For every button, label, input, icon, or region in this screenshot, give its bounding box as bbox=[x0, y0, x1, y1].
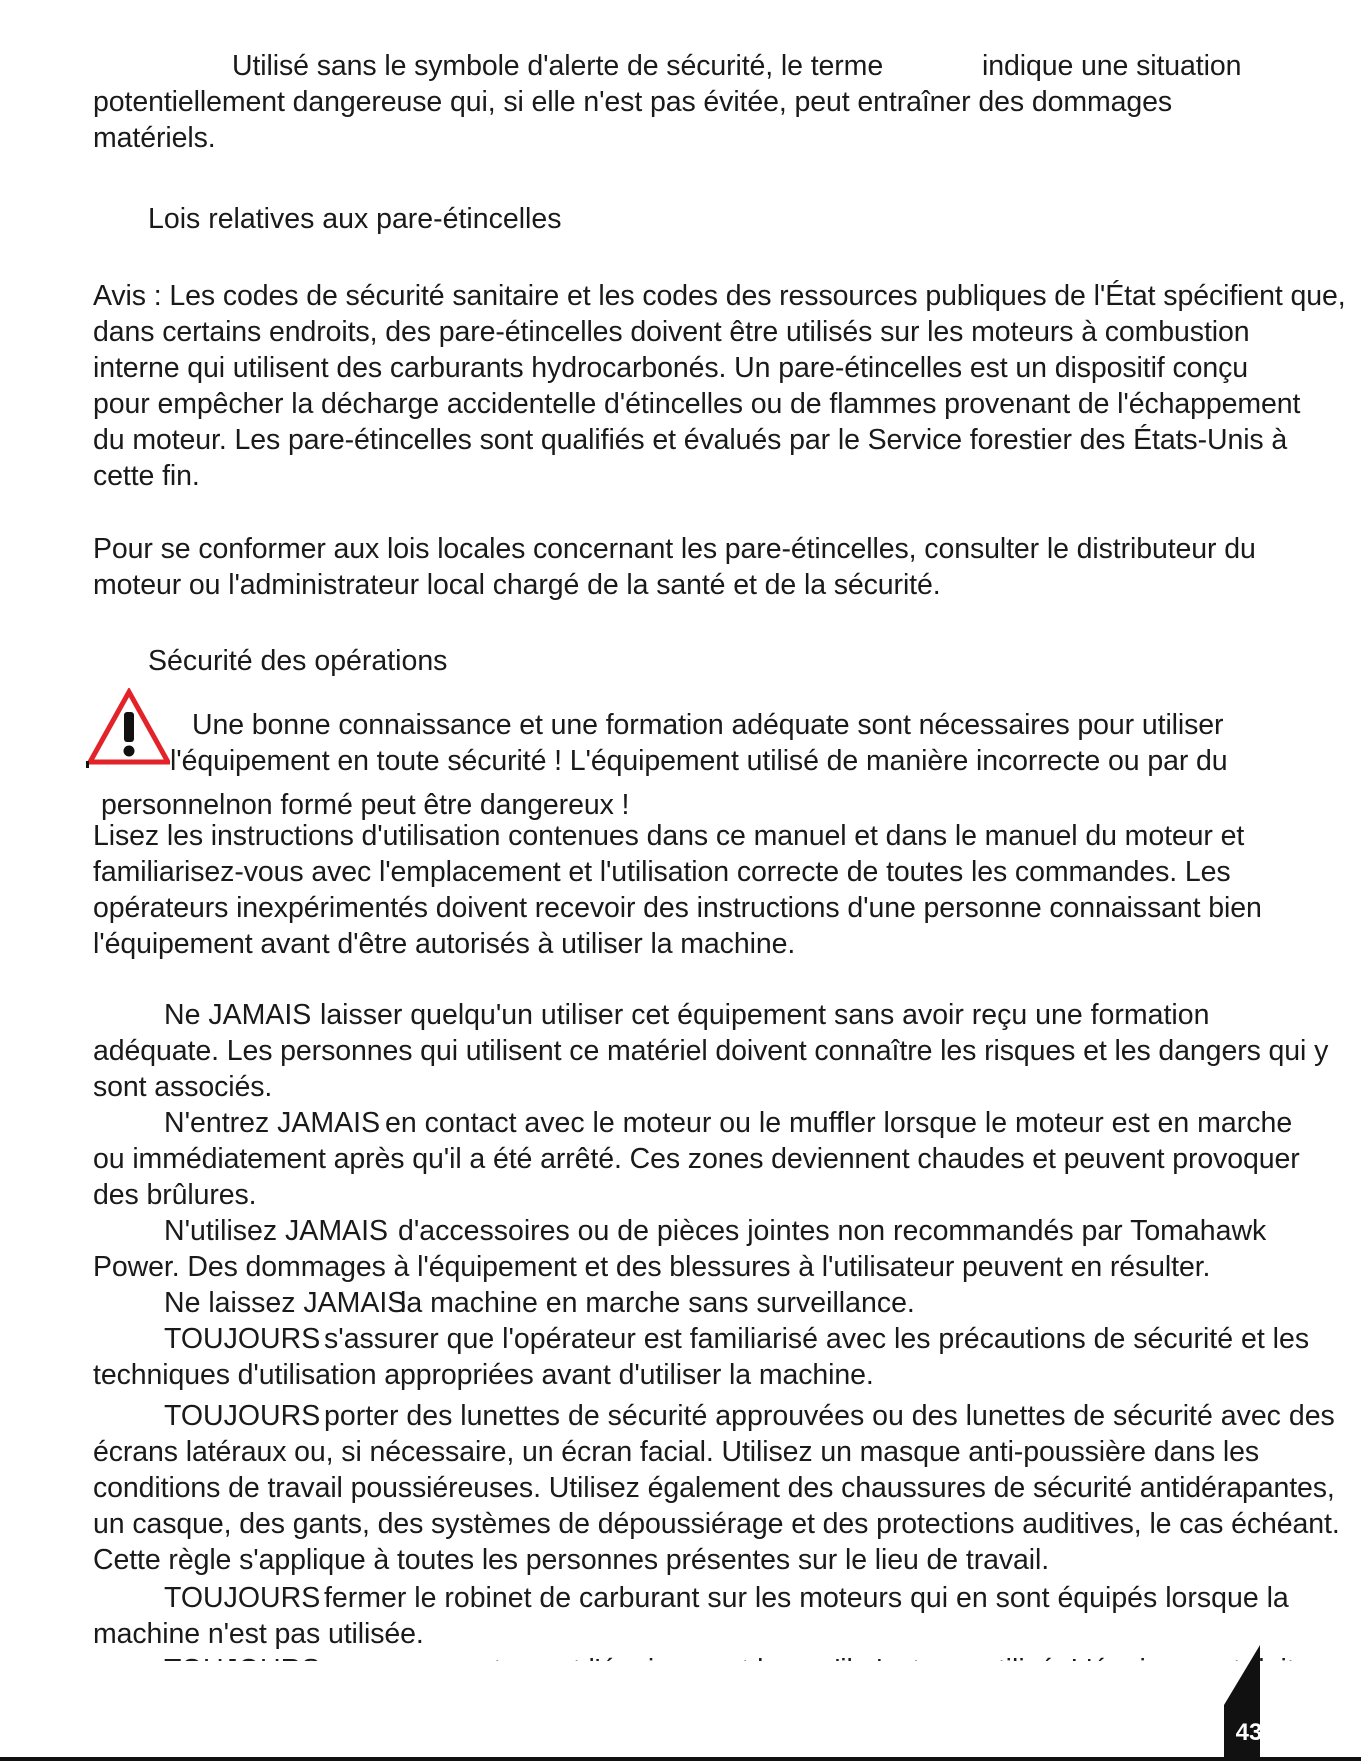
para1-line-4: pour empêcher la décharge accidentelle d'étincelles ou de flammes provenant de l'échappement bbox=[93, 388, 1301, 420]
warning-triangle-icon bbox=[84, 688, 170, 768]
rule-7-lead: TOUJOURS bbox=[164, 1582, 321, 1614]
rule-3-line-2: Power. Des dommages à l'équipement et des blessures à l'utilisateur peuvent en résulter. bbox=[93, 1251, 1211, 1283]
para1-line-2: dans certains endroits, des pare-étincelles doivent être utilisés sur les moteurs à combustion bbox=[93, 316, 1250, 348]
rule-1-lead: Ne JAMAIS bbox=[164, 999, 312, 1031]
rule-1-first: laisser quelqu'un utiliser cet équipement sans avoir reçu une formation bbox=[320, 999, 1210, 1031]
rule-6-lead: TOUJOURS bbox=[164, 1400, 321, 1432]
avis-line-3: matériels. bbox=[93, 122, 216, 154]
rule-6-line-5: Cette règle s'applique à toutes les personnes présentes sur le lieu de travail. bbox=[93, 1544, 1050, 1576]
rule-2-line-3: des brûlures. bbox=[93, 1179, 257, 1211]
rule-2-line-2: ou immédiatement après qu'il a été arrêté. Ces zones deviennent chaudes et peuvent provoquer bbox=[93, 1143, 1300, 1175]
para1-line-3: interne qui utilisent des carburants hydrocarbonés. Un pare-étincelles est un dispositif conçu bbox=[93, 352, 1248, 384]
para2-line-1: Pour se conformer aux lois locales concernant les pare-étincelles, consulter le distributeur du bbox=[93, 533, 1256, 565]
ops-para-line-3: opérateurs inexpérimentés doivent recevoir des instructions d'une personne connaissant bien bbox=[93, 892, 1262, 924]
rule-1-line-2: adéquate. Les personnes qui utilisent ce matériel doivent connaître les risques et les dangers qui y bbox=[93, 1035, 1329, 1067]
ops-para-line-1: Lisez les instructions d'utilisation contenues dans ce manuel et dans le manuel du moteur et bbox=[93, 820, 1245, 852]
para1-line-6: cette fin. bbox=[93, 460, 200, 492]
rule-3-lead: N'utilisez JAMAIS bbox=[164, 1215, 388, 1247]
warning-line-3: personnelnon formé peut être dangereux ! bbox=[101, 789, 630, 821]
page-cutoff bbox=[0, 1661, 1361, 1721]
rule-6-line-4: un casque, des gants, des systèmes de dépoussiérage et des protections auditives, le cas échéant. bbox=[93, 1508, 1340, 1540]
avis-line-1a: Utilisé sans le symbole d'alerte de sécurité, le terme bbox=[232, 50, 884, 82]
section-heading-spark-arrester: Lois relatives aux pare-étincelles bbox=[148, 203, 562, 235]
rule-4-lead: Ne laissez JAMAIS bbox=[164, 1287, 407, 1319]
page-number: 43 bbox=[1235, 1719, 1263, 1746]
avis-line-1b: indique une situation bbox=[982, 50, 1242, 82]
rule-7-line-2: machine n'est pas utilisée. bbox=[93, 1618, 424, 1650]
rule-5-first: s'assurer que l'opérateur est familiarisé avec les précautions de sécurité et les bbox=[324, 1323, 1310, 1355]
bottom-rule bbox=[0, 1757, 1361, 1761]
rule-7-first: fermer le robinet de carburant sur les moteurs qui en sont équipés lorsque la bbox=[324, 1582, 1289, 1614]
para1-line-1: Avis : Les codes de sécurité sanitaire et les codes des ressources publiques de l'État spécifient que, bbox=[93, 280, 1346, 312]
para1-line-5: du moteur. Les pare-étincelles sont qualifiés et évalués par le Service forestier des États-Unis à bbox=[93, 424, 1288, 456]
rule-1-line-3: sont associés. bbox=[93, 1071, 273, 1103]
avis-line-2: potentiellement dangereuse qui, si elle n'est pas évitée, peut entraîner des dommages bbox=[93, 86, 1173, 118]
rule-2-first: en contact avec le moteur ou le muffler lorsque le moteur est en marche bbox=[385, 1107, 1293, 1139]
rule-6-line-2: écrans latéraux ou, si nécessaire, un écran facial. Utilisez un masque anti-poussière dans les bbox=[93, 1436, 1260, 1468]
para2-line-2: moteur ou l'administrateur local chargé de la santé et de la sécurité. bbox=[93, 569, 941, 601]
warning-line-1: Une bonne connaissance et une formation adéquate sont nécessaires pour utiliser bbox=[192, 709, 1224, 741]
rule-6-line-3: conditions de travail poussiéreuses. Utilisez également des chaussures de sécurité antidérapantes, bbox=[93, 1472, 1335, 1504]
rule-2-lead: N'entrez JAMAIS bbox=[164, 1107, 381, 1139]
rule-5-line-2: techniques d'utilisation appropriées avant d'utiliser la machine. bbox=[93, 1359, 874, 1391]
rule-6-first: porter des lunettes de sécurité approuvées ou des lunettes de sécurité avec des bbox=[324, 1400, 1335, 1432]
section-heading-operation-safety: Sécurité des opérations bbox=[148, 645, 448, 677]
rule-4-first: la machine en marche sans surveillance. bbox=[400, 1287, 915, 1319]
warning-line-2: l'équipement en toute sécurité ! L'équipement utilisé de manière incorrecte ou par du bbox=[170, 745, 1228, 777]
ops-para-line-2: familiarisez-vous avec l'emplacement et l'utilisation correcte de toutes les commandes. Les bbox=[93, 856, 1231, 888]
ops-para-line-4: l'équipement avant d'être autorisés à utiliser la machine. bbox=[93, 928, 796, 960]
rule-5-lead: TOUJOURS bbox=[164, 1323, 321, 1355]
rule-3-first: d'accessoires ou de pièces jointes non recommandés par Tomahawk bbox=[398, 1215, 1267, 1247]
